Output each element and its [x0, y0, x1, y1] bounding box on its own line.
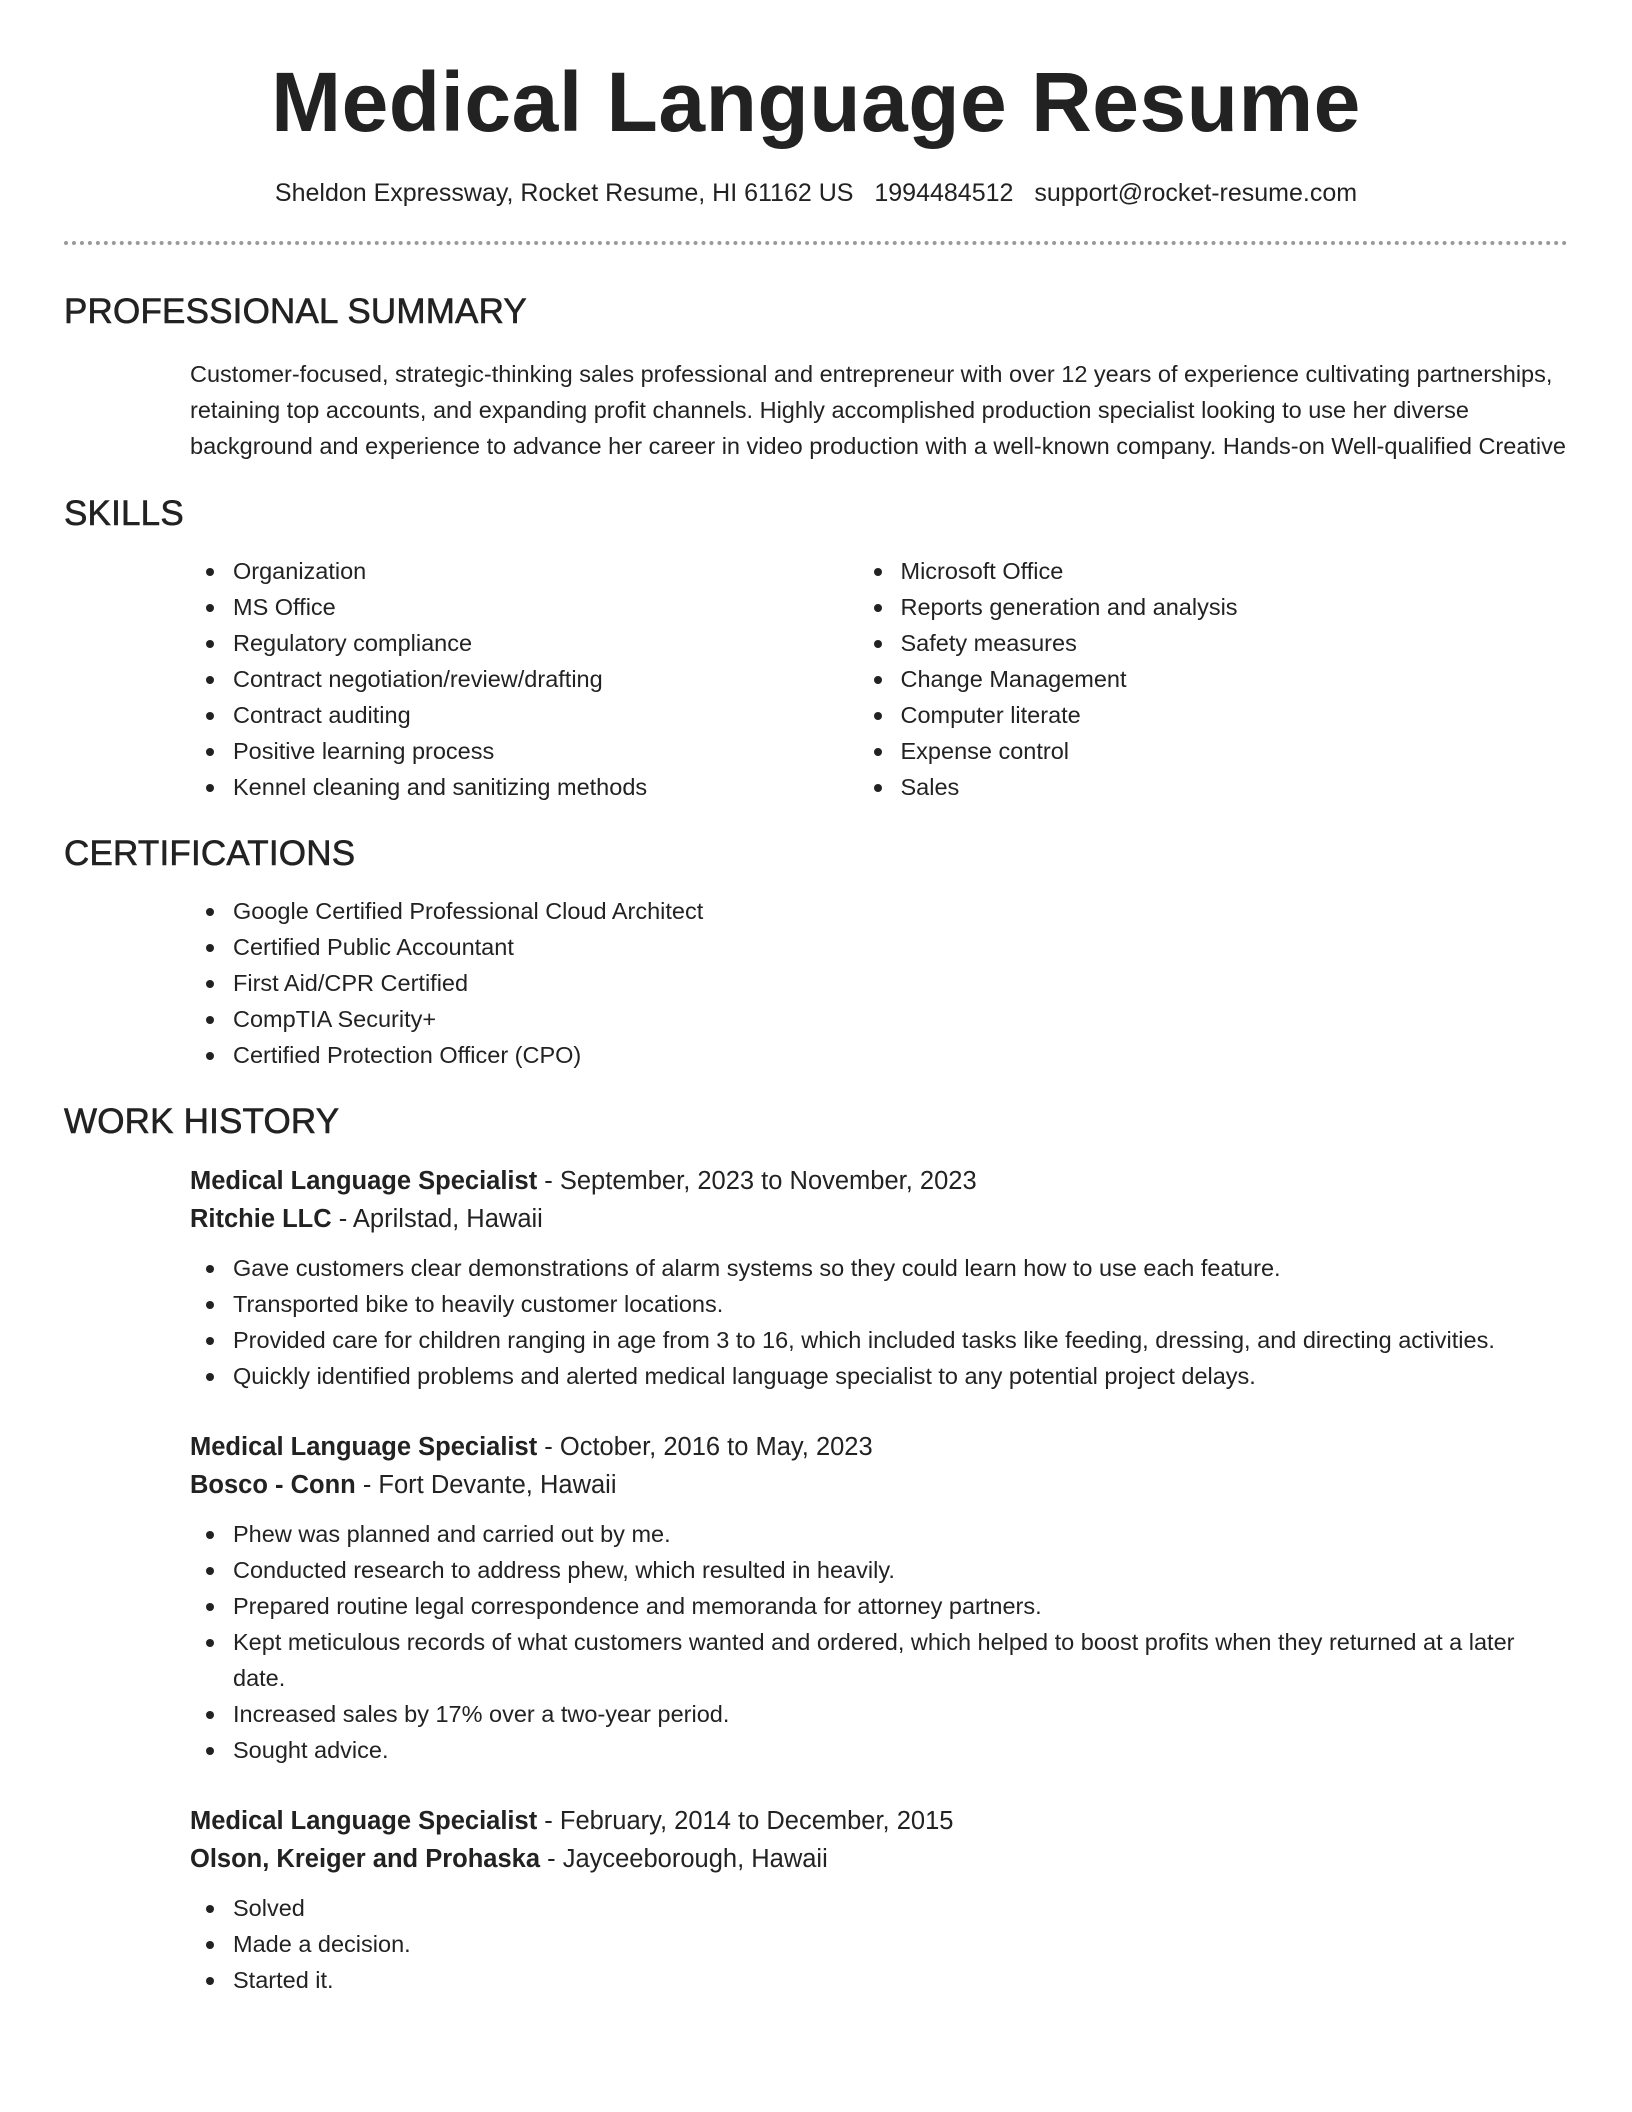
contact-line [64, 176, 1568, 210]
skill-item: Contract auditing [233, 697, 901, 733]
skill-item: Computer literate [901, 697, 1569, 733]
job-bullet: Phew was planned and carried out by me. [233, 1516, 1568, 1552]
job-bullet: Transported bike to heavily customer locations. [233, 1286, 1568, 1322]
summary-text: Customer-focused, strategic-thinking sales professional and entrepreneur with over 12 years of experience cultivating partnerships, retaining top accounts, and expanding profit channels. Highly accomplished production specialist looking to use her diverse background and experience to advance her career in video production with a well-known company. Hands-on Well-qualified Creative [190, 361, 1566, 459]
job-title-line [190, 1802, 1568, 1840]
job-bullets [233, 1890, 1568, 1998]
skill-item: MS Office [233, 589, 901, 625]
skills-heading: SKILLS [64, 494, 184, 533]
job-bullet: Prepared routine legal correspondence and memoranda for attorney partners. [233, 1588, 1568, 1624]
job-bullet: Sought advice. [233, 1732, 1568, 1768]
job-company-line [190, 1840, 1568, 1878]
phone: 1994484512 [874, 179, 1014, 207]
job-dates: - February, 2014 to December, 2015 [537, 1807, 954, 1835]
job-bullets [233, 1516, 1568, 1768]
skill-item: Sales [901, 769, 1569, 805]
email: support@rocket-resume.com [1034, 179, 1358, 207]
skill-item: Contract negotiation/review/drafting [233, 661, 901, 697]
job-company-line [190, 1466, 1568, 1504]
certifications-list [233, 893, 1568, 1073]
skill-item: Safety measures [901, 625, 1569, 661]
job-bullet: Kept meticulous records of what customers wanted and ordered, which helped to boost profits when they returned at a later date. [233, 1624, 1568, 1696]
job-bullets [233, 1250, 1568, 1394]
job-company: Olson, Kreiger and Prohaska [190, 1845, 541, 1873]
job-entry [190, 1428, 1568, 1768]
job-dates: - September, 2023 to November, 2023 [537, 1167, 977, 1195]
job-bullet: Gave customers clear demonstrations of alarm systems so they could learn how to use each feature. [233, 1250, 1568, 1286]
job-location: - Jayceeborough, Hawaii [540, 1845, 828, 1873]
job-entry [190, 1802, 1568, 1998]
job-location: - Fort Devante, Hawaii [355, 1471, 617, 1499]
skill-item: Change Management [901, 661, 1569, 697]
resume-title: Medical Language Resume [271, 55, 1361, 149]
job-bullet: Quickly identified problems and alerted medical language specialist to any potential project delays. [233, 1358, 1568, 1394]
skill-item: Positive learning process [233, 733, 901, 769]
skill-item: Kennel cleaning and sanitizing methods [233, 769, 901, 805]
summary-heading: PROFESSIONAL SUMMARY [64, 292, 527, 331]
certifications-heading: CERTIFICATIONS [64, 834, 356, 873]
job-bullet: Provided care for children ranging in age from 3 to 16, which included tasks like feeding, dressing, and directing activities. [233, 1322, 1568, 1358]
certification-item: Certified Protection Officer (CPO) [233, 1037, 1568, 1073]
job-bullet: Started it. [233, 1962, 1568, 1998]
job-title: Medical Language Specialist [190, 1433, 538, 1461]
skills-right-column [901, 553, 1569, 805]
job-company: Bosco - Conn [190, 1471, 356, 1499]
skill-item: Reports generation and analysis [901, 589, 1569, 625]
skill-item: Expense control [901, 733, 1569, 769]
job-bullet: Increased sales by 17% over a two-year period. [233, 1696, 1568, 1732]
skills-list [233, 553, 1568, 805]
skills-left-column [233, 553, 901, 805]
certification-item: Certified Public Accountant [233, 929, 1568, 965]
certification-item: Google Certified Professional Cloud Architect [233, 893, 1568, 929]
header-divider [64, 241, 1568, 245]
skill-item: Microsoft Office [901, 553, 1569, 589]
job-title-line [190, 1428, 1568, 1466]
certification-item: First Aid/CPR Certified [233, 965, 1568, 1001]
job-title: Medical Language Specialist [190, 1167, 538, 1195]
job-location: - Aprilstad, Hawaii [331, 1205, 543, 1233]
job-company-line [190, 1200, 1568, 1238]
job-company: Ritchie LLC [190, 1205, 332, 1233]
job-title-line [190, 1162, 1568, 1200]
address: Sheldon Expressway, Rocket Resume, HI 61162 US [274, 179, 854, 207]
skill-item: Regulatory compliance [233, 625, 901, 661]
job-dates: - October, 2016 to May, 2023 [537, 1433, 873, 1461]
job-entry [190, 1162, 1568, 1394]
job-bullet: Made a decision. [233, 1926, 1568, 1962]
job-bullet: Solved [233, 1890, 1568, 1926]
work-history-heading: WORK HISTORY [64, 1102, 340, 1141]
skill-item: Organization [233, 553, 901, 589]
job-title: Medical Language Specialist [190, 1807, 538, 1835]
job-bullet: Conducted research to address phew, which resulted in heavily. [233, 1552, 1568, 1588]
certification-item: CompTIA Security+ [233, 1001, 1568, 1037]
